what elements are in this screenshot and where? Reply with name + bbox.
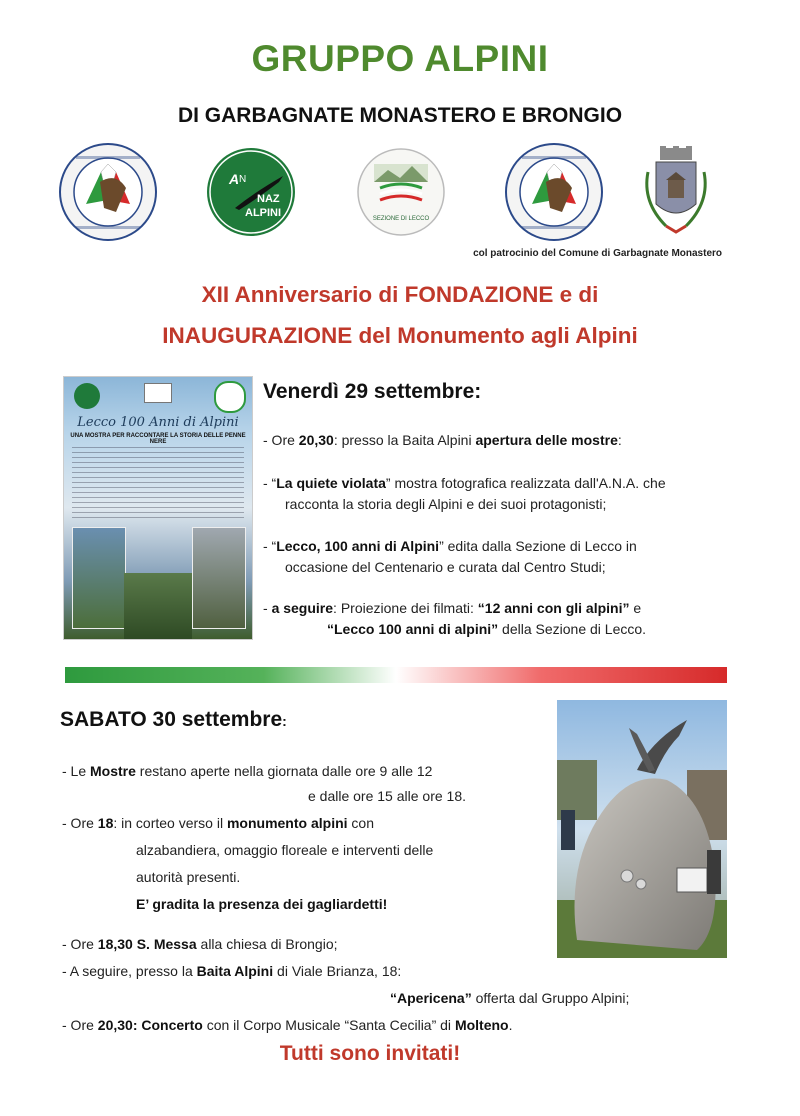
ana-nazionale-alpini-logo (205, 142, 297, 242)
text-run-bold: Molteno (454, 1017, 509, 1033)
text-run: con il Corpo Musicale “Santa Cecilia” di (202, 1017, 455, 1033)
page-subtitle: DI GARBAGNATE MONASTERO E BRONGIO (177, 104, 623, 127)
text-run: ” edita dalla Sezione di Lecco in (439, 538, 637, 554)
poster-100-logo (214, 381, 246, 413)
tricolor-divider (65, 667, 727, 683)
text-run-bold: 20,30 (298, 432, 334, 448)
poster-sponsor-logo (144, 383, 172, 403)
text-run: - Ore (263, 432, 299, 448)
associazione-alpini-logo (502, 142, 606, 242)
text-run: - Ore (62, 815, 98, 831)
saturday-title-colon: : (282, 713, 287, 729)
text-run-bold: monumento alpini (226, 815, 348, 831)
text-run-bold: Mostre (90, 763, 136, 779)
text-run-bold: “12 anni con gli alpini” (477, 600, 630, 616)
headline-line-1: XII Anniversario di FONDAZIONE e di (201, 282, 599, 307)
sezione-lecco-logo (356, 142, 446, 242)
poster-text-block (72, 447, 244, 519)
text-run-bold: a seguire (271, 600, 334, 616)
saturday-line-1 (62, 761, 432, 782)
saturday-line-7 (62, 934, 338, 955)
friday-item-1 (263, 430, 622, 451)
text-run: - Ore (62, 936, 98, 952)
text-line: occasione del Centenario e curata dal Centro Studi; (285, 559, 606, 575)
page-title: GRUPPO ALPINI (251, 38, 549, 79)
saturday-line-8 (62, 961, 401, 982)
text-run: - Le (62, 763, 91, 779)
text-run-bold: La quiete violata (276, 475, 386, 491)
text-run-bold: Lecco, 100 anni di Alpini (276, 538, 440, 554)
text-run: : presso la Baita Alpini (333, 432, 476, 448)
text-run-bold: 18 (97, 815, 114, 831)
text-run: alla chiesa di Brongio; (196, 936, 338, 952)
saturday-line-10 (62, 1015, 512, 1036)
comune-garbagnate-crest (636, 142, 716, 242)
text-run-bold: 18,30 S. Messa (97, 936, 197, 952)
poster-subtitle: UNA MOSTRA PER RACCONTARE LA STORIA DELLE PENNE NERE (70, 433, 246, 445)
svg-text:A: A (229, 171, 240, 187)
friday-item-3 (263, 536, 637, 578)
text-run: - “ (263, 475, 277, 491)
invitation-footer: Tutti sono invitati! (279, 1042, 461, 1065)
text-run: - Ore (62, 1017, 98, 1033)
text-run-bold: 20,30: Concerto (97, 1017, 203, 1033)
poster-ana-logo (74, 383, 100, 409)
exhibition-poster-image (63, 376, 253, 640)
svg-text:NAZ: NAZ (257, 193, 280, 205)
saturday-line-9 (390, 988, 629, 1009)
text-run: - “ (263, 538, 277, 554)
text-run: e (629, 600, 642, 616)
saturday-title (60, 708, 287, 732)
text-run: : in corteo verso il (113, 815, 227, 831)
text-run: di Viale Brianza, 18: (273, 963, 402, 979)
monument-photo (557, 700, 727, 958)
saturday-line-6: E’ gradita la presenza dei gagliardetti! (136, 896, 388, 912)
poster-title: Lecco 100 Anni di Alpini (77, 415, 239, 430)
saturday-line-5: autorità presenti. (136, 869, 241, 885)
friday-item-4 (263, 598, 646, 640)
text-line: racconta la storia degli Alpini e dei suoi protagonisti; (285, 496, 607, 512)
friday-title: Venerdì 29 settembre: (263, 380, 482, 403)
text-run-bold: Baita Alpini (196, 963, 274, 979)
text-run: restano aperte nella giornata dalle ore 9 alle 12 (135, 763, 433, 779)
saturday-title-text: SABATO 30 settembre (60, 708, 283, 731)
headline-line-2: INAUGURAZIONE del Monumento agli Alpini (162, 323, 638, 348)
text-run: : Proiezione dei filmati: (333, 600, 478, 616)
text-run: : (617, 432, 622, 448)
poster-photo-left (72, 527, 126, 629)
poster-crowd-photo (124, 573, 192, 639)
text-run: ” mostra fotografica realizzata dall'A.N.A. che (385, 475, 666, 491)
text-run-bold: “Apericena” (390, 990, 472, 1006)
saturday-line-3 (62, 813, 374, 834)
poster-photo-right (192, 527, 246, 629)
text-run: con (347, 815, 374, 831)
text-run: offerta dal Gruppo Alpini; (471, 990, 630, 1006)
text-run: della Sezione di Lecco. (498, 621, 647, 637)
patronage-note: col patrocinio del Comune di Garbagnate Monastero (473, 248, 722, 259)
gruppo-alpini-garbagnate-logo (56, 142, 160, 242)
svg-text:ALPINI: ALPINI (245, 207, 282, 219)
text-run: . (508, 1017, 513, 1033)
svg-text:SEZIONE DI LECCO: SEZIONE DI LECCO (372, 216, 430, 222)
saturday-line-4: alzabandiera, omaggio floreale e interventi delle (136, 842, 434, 858)
saturday-line-2: e dalle ore 15 alle ore 18. (308, 788, 466, 804)
friday-item-2 (263, 473, 666, 515)
text-run: - (263, 600, 272, 616)
text-run: - A seguire, presso la (62, 963, 197, 979)
text-run-bold: “Lecco 100 anni di alpini” (327, 621, 499, 637)
text-run-bold: apertura delle mostre (475, 432, 618, 448)
svg-text:N: N (239, 174, 247, 185)
